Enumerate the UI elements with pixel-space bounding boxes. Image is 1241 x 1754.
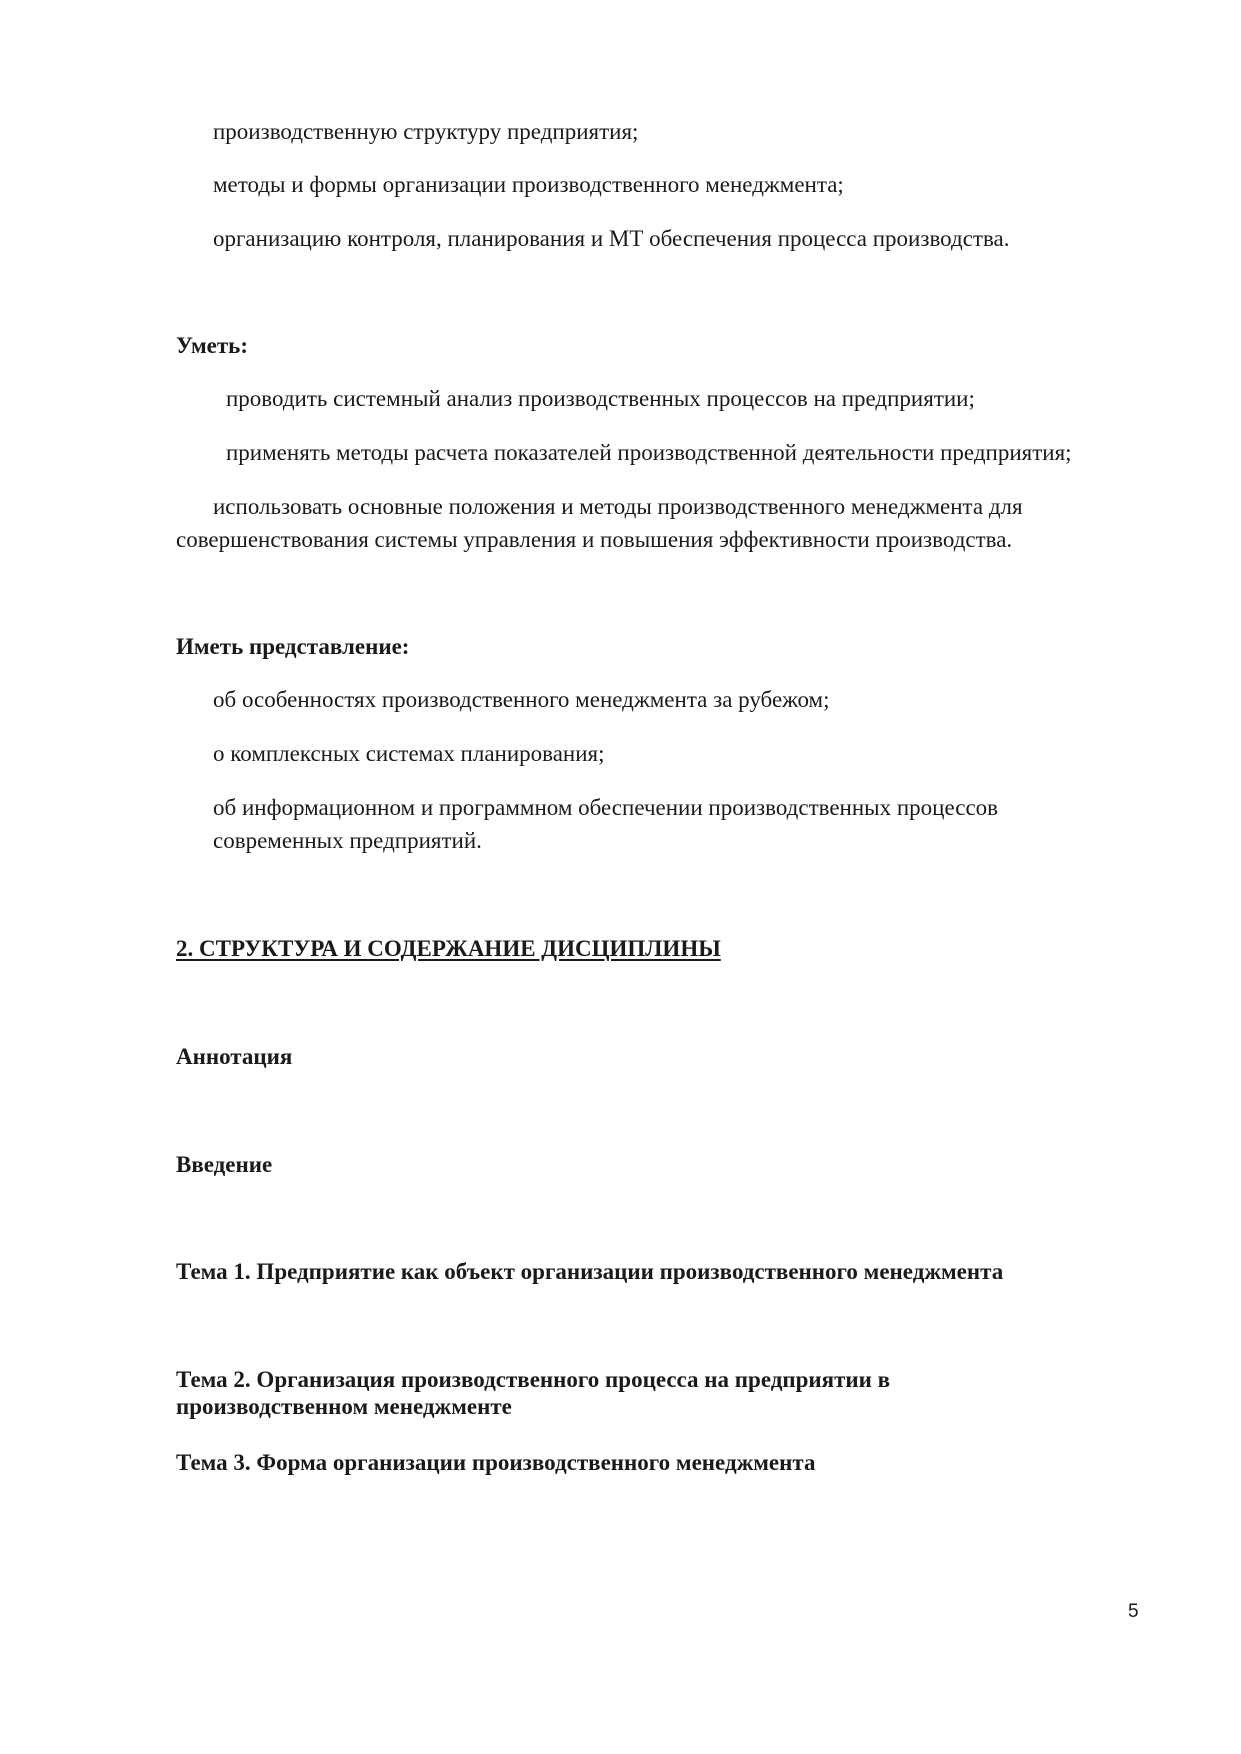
- skills-item-2: применять методы расчета показателей производственной деятельности предприятия;: [226, 440, 1072, 465]
- awareness-item-1: об особенностях производственного менеджмента за рубежом;: [213, 687, 830, 712]
- skills-item-1: проводить системный анализ производственных процессов на предприятии;: [226, 386, 975, 411]
- topic-2-heading-line2: производственном менеджменте: [176, 1394, 512, 1419]
- topic-3-heading: Тема 3. Форма организации производственного менеджмента: [176, 1450, 816, 1475]
- awareness-item-2: о комплексных системах планирования;: [213, 741, 605, 766]
- topic-1-heading: Тема 1. Предприятие как объект организации производственного менеджмента: [176, 1259, 1004, 1284]
- page-number: 5: [1128, 1601, 1139, 1622]
- awareness-item-3-line1: об информационном и программном обеспечении производственных процессов: [213, 795, 999, 820]
- skills-item-3-line1: использовать основные положения и методы производственного менеджмента для: [213, 494, 1023, 519]
- annotation-heading: Аннотация: [176, 1044, 293, 1069]
- know-item-3: организацию контроля, планирования и МТ обеспечения процесса производства.: [213, 226, 1010, 251]
- skills-heading: Уметь:: [176, 333, 248, 358]
- introduction-heading: Введение: [176, 1152, 273, 1177]
- know-item-2: методы и формы организации производственного менеджмента;: [213, 172, 844, 197]
- skills-item-3-line2: совершенствования системы управления и повышения эффективности производства.: [176, 527, 1013, 552]
- know-item-1: производственную структуру предприятия;: [213, 119, 639, 144]
- section-title: 2. СТРУКТУРА И СОДЕРЖАНИЕ ДИСЦИПЛИНЫ: [176, 936, 721, 961]
- topic-2-heading-line1: Тема 2. Организация производственного процесса на предприятии в: [176, 1367, 891, 1392]
- awareness-heading: Иметь представление:: [176, 634, 410, 659]
- awareness-item-3-line2: современных предприятий.: [213, 828, 482, 853]
